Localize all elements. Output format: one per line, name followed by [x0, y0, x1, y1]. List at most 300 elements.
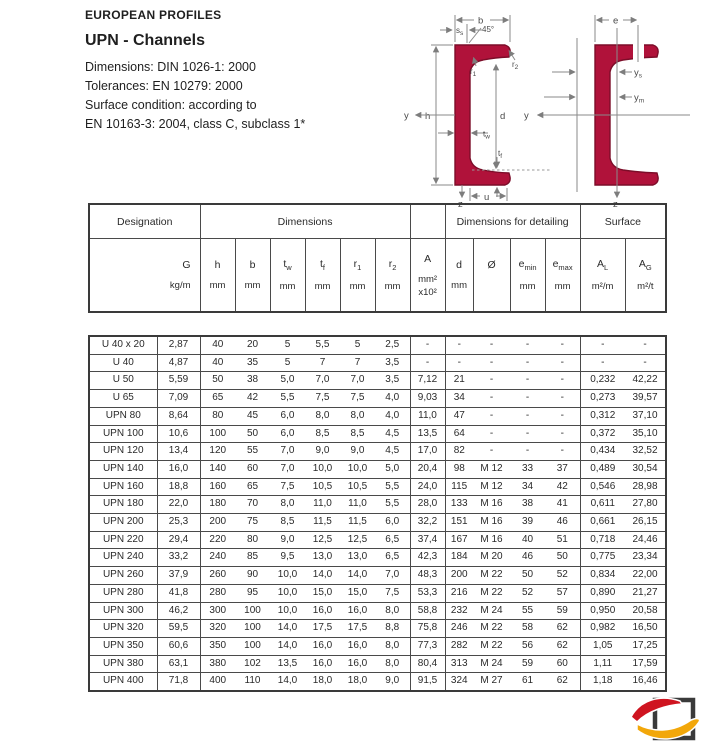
meta-line: EN 10163-3: 2004, class C, subclass 1* — [85, 117, 306, 131]
value-cell: 38 — [510, 496, 545, 514]
value-cell: 45 — [235, 407, 270, 425]
value-cell: 11,5 — [340, 514, 375, 532]
value-cell: 324 — [445, 673, 473, 691]
value-cell: 8,0 — [270, 496, 305, 514]
value-cell: 8,5 — [305, 425, 340, 443]
value-cell: 7,0 — [375, 567, 410, 585]
value-cell: 40 — [200, 354, 235, 372]
designation-cell: UPN 320 — [89, 620, 157, 638]
column-header: $t_f$ mm — [305, 239, 340, 313]
value-cell: 75 — [235, 514, 270, 532]
value-cell: 7,0 — [270, 460, 305, 478]
value-cell: 260 — [200, 567, 235, 585]
value-cell: 90 — [235, 567, 270, 585]
value-cell: 39,57 — [625, 390, 666, 408]
value-cell: 47 — [445, 407, 473, 425]
value-cell: - — [580, 354, 625, 372]
value-cell: 17,5 — [340, 620, 375, 638]
value-cell: 33 — [510, 460, 545, 478]
table-row — [89, 460, 666, 478]
dim-label-r2: $r_2$ — [512, 60, 519, 71]
value-cell: 12,5 — [340, 531, 375, 549]
column-header: G kg/m — [89, 239, 200, 313]
value-cell: 41,8 — [157, 584, 200, 602]
table-row — [89, 478, 666, 496]
value-cell: 380 — [200, 655, 235, 673]
value-cell: 2,87 — [157, 336, 200, 354]
value-cell: 246 — [445, 620, 473, 638]
value-cell: - — [510, 354, 545, 372]
table-row — [89, 336, 666, 354]
value-cell: 8,5 — [270, 514, 305, 532]
value-cell: 57 — [545, 584, 580, 602]
designation-cell: UPN 200 — [89, 514, 157, 532]
value-cell: 11,0 — [305, 496, 340, 514]
designation-cell: UPN 220 — [89, 531, 157, 549]
table-row — [89, 637, 666, 655]
value-cell: - — [510, 443, 545, 461]
value-cell: 10,6 — [157, 425, 200, 443]
value-cell: 21,27 — [625, 584, 666, 602]
value-cell: 80 — [200, 407, 235, 425]
column-header: $e_{min}$ mm — [510, 239, 545, 313]
value-cell: 37,4 — [410, 531, 445, 549]
value-cell: 77,3 — [410, 637, 445, 655]
value-cell: M 16 — [473, 514, 510, 532]
value-cell: 280 — [200, 584, 235, 602]
value-cell: 11,5 — [305, 514, 340, 532]
value-cell: 8,5 — [340, 425, 375, 443]
value-cell: 16,0 — [305, 602, 340, 620]
value-cell: 320 — [200, 620, 235, 638]
value-cell: 18,0 — [305, 673, 340, 691]
value-cell: - — [489, 339, 494, 350]
designation-cell: UPN 180 — [89, 496, 157, 514]
designation-cell: UPN 100 — [89, 425, 157, 443]
value-cell: 200 — [200, 514, 235, 532]
value-cell: 6,0 — [270, 407, 305, 425]
value-cell: 8,0 — [305, 407, 340, 425]
value-cell: 4,5 — [375, 443, 410, 461]
table-row — [89, 425, 666, 443]
value-cell: - — [545, 425, 580, 443]
value-cell: 55 — [510, 602, 545, 620]
designation-cell: U 40 — [89, 354, 157, 372]
value-cell: - — [410, 354, 445, 372]
value-cell: 95 — [235, 584, 270, 602]
value-cell: 240 — [200, 549, 235, 567]
column-header: $e_{max}$ mm — [545, 239, 580, 313]
value-cell: 62 — [545, 620, 580, 638]
value-cell: 18,8 — [157, 478, 200, 496]
value-cell: - — [473, 443, 510, 461]
value-cell: 16,0 — [340, 602, 375, 620]
value-cell: 9,0 — [375, 673, 410, 691]
value-cell: 5,59 — [157, 372, 200, 390]
value-cell: 8,64 — [157, 407, 200, 425]
value-cell: - — [510, 407, 545, 425]
value-cell: 6,0 — [375, 514, 410, 532]
value-cell: - — [473, 407, 510, 425]
value-cell: 34 — [510, 478, 545, 496]
value-cell: 0,834 — [580, 567, 625, 585]
designation-cell: UPN 260 — [89, 567, 157, 585]
value-cell: 46 — [545, 514, 580, 532]
value-cell: - — [545, 354, 580, 372]
value-cell: 3,5 — [375, 354, 410, 372]
value-cell: 17,5 — [305, 620, 340, 638]
designation-cell: UPN 140 — [89, 460, 157, 478]
value-cell: 42,3 — [410, 549, 445, 567]
value-cell: - — [473, 354, 510, 372]
column-header: $r_2$ mm — [375, 239, 410, 313]
value-cell: 20,58 — [625, 602, 666, 620]
value-cell: 14,0 — [270, 637, 305, 655]
value-cell: 0,232 — [580, 372, 625, 390]
value-cell: - — [473, 372, 510, 390]
column-header: b mm — [235, 239, 270, 313]
page-title: UPN - Channels — [85, 32, 206, 49]
value-cell: - — [625, 354, 666, 372]
value-cell: - — [473, 425, 510, 443]
brand-logo-icon — [628, 692, 704, 748]
column-group-header: Dimensions for detailing — [445, 204, 580, 239]
dim-label-d: d — [500, 111, 506, 122]
value-cell: 28,98 — [625, 478, 666, 496]
designation-cell: UPN 160 — [89, 478, 157, 496]
value-cell: 0,611 — [580, 496, 625, 514]
value-cell: 4,0 — [375, 390, 410, 408]
dim-label-b: b — [478, 15, 484, 27]
value-cell: 5,5 — [375, 496, 410, 514]
dim-label-h: h — [425, 111, 431, 122]
profiles-table — [88, 335, 667, 692]
meta-line: Surface condition: according to — [85, 98, 257, 112]
value-cell: 0,661 — [580, 514, 625, 532]
value-cell: 58,8 — [410, 602, 445, 620]
value-cell: 56 — [510, 637, 545, 655]
column-group-header: Surface — [580, 204, 666, 239]
value-cell: 17,25 — [625, 637, 666, 655]
value-cell: 20,4 — [410, 460, 445, 478]
value-cell: 85 — [235, 549, 270, 567]
value-cell: 10,0 — [340, 460, 375, 478]
value-cell: 5,0 — [270, 372, 305, 390]
value-cell: 5 — [354, 339, 361, 350]
value-cell: 6,0 — [270, 425, 305, 443]
value-cell: 0,434 — [580, 443, 625, 461]
value-cell: 0,372 — [580, 425, 625, 443]
dim-label-45deg: 45° — [482, 25, 495, 34]
value-cell: 6,5 — [375, 531, 410, 549]
value-cell: M 12 — [473, 460, 510, 478]
designation-cell: UPN 350 — [89, 637, 157, 655]
value-cell: 8,0 — [375, 655, 410, 673]
value-cell: 9,03 — [410, 390, 445, 408]
value-cell: 55 — [235, 443, 270, 461]
value-cell: 14,0 — [270, 673, 305, 691]
table-row — [89, 673, 666, 691]
value-cell: 100 — [235, 637, 270, 655]
value-cell: 50 — [545, 549, 580, 567]
value-cell: 35,10 — [625, 425, 666, 443]
value-cell: 5 — [284, 339, 291, 350]
value-cell: 39 — [510, 514, 545, 532]
value-cell: 11,0 — [340, 496, 375, 514]
value-cell: 42,22 — [625, 372, 666, 390]
value-cell: 7,0 — [270, 443, 305, 461]
value-cell: 200 — [445, 567, 473, 585]
value-cell: 102 — [235, 655, 270, 673]
value-cell: 1,11 — [580, 655, 625, 673]
value-cell: - — [545, 407, 580, 425]
value-cell: 70 — [235, 496, 270, 514]
value-cell: 3,5 — [375, 372, 410, 390]
dim-label-tw: $t_w$ — [483, 129, 490, 141]
value-cell: 60,6 — [157, 637, 200, 655]
meta-line: Tolerances: EN 10279: 2000 — [85, 79, 243, 93]
table-row — [89, 602, 666, 620]
value-cell: M 24 — [473, 655, 510, 673]
value-cell: 41 — [545, 496, 580, 514]
value-cell: 15,0 — [340, 584, 375, 602]
value-cell: 9,0 — [340, 443, 375, 461]
value-cell: 46 — [510, 549, 545, 567]
value-cell: 0,489 — [580, 460, 625, 478]
value-cell: 100 — [235, 620, 270, 638]
value-cell: - — [545, 390, 580, 408]
value-cell: 22,00 — [625, 567, 666, 585]
value-cell: 32,52 — [625, 443, 666, 461]
value-cell: 9,0 — [305, 443, 340, 461]
value-cell: 62 — [545, 637, 580, 655]
value-cell: 37 — [545, 460, 580, 478]
value-cell: 60 — [235, 460, 270, 478]
value-cell: 110 — [235, 673, 270, 691]
value-cell: 282 — [445, 637, 473, 655]
value-cell: 5 — [270, 354, 305, 372]
dim-label-ss: $s_s$ — [456, 26, 464, 37]
value-cell: 8,0 — [375, 637, 410, 655]
value-cell: - — [525, 339, 530, 350]
value-cell: 167 — [445, 531, 473, 549]
channel-side-diagram — [524, 15, 690, 208]
value-cell: 42 — [545, 478, 580, 496]
value-cell: 80 — [235, 531, 270, 549]
value-cell: - — [445, 336, 473, 354]
value-cell: 7,5 — [305, 390, 340, 408]
value-cell: 5,0 — [375, 460, 410, 478]
value-cell: 17,59 — [625, 655, 666, 673]
channel-section-diagrams — [400, 0, 707, 208]
value-cell: 37,9 — [157, 567, 200, 585]
table-row — [89, 655, 666, 673]
value-cell: M 22 — [473, 584, 510, 602]
value-cell: M 27 — [473, 673, 510, 691]
table-row — [89, 496, 666, 514]
table-row — [89, 514, 666, 532]
value-cell: 100 — [200, 425, 235, 443]
value-cell: 0,718 — [580, 531, 625, 549]
column-header: h mm — [200, 239, 235, 313]
dim-label-ys: $y_s$ — [634, 67, 642, 80]
value-cell: 61 — [510, 673, 545, 691]
value-cell: M 24 — [473, 602, 510, 620]
value-cell: 13,0 — [305, 549, 340, 567]
value-cell: 62 — [545, 673, 580, 691]
value-cell: 16,0 — [305, 655, 340, 673]
value-cell: M 16 — [473, 531, 510, 549]
value-cell: 6,5 — [375, 549, 410, 567]
value-cell: 216 — [445, 584, 473, 602]
value-cell: 12,5 — [305, 531, 340, 549]
value-cell: 23,34 — [625, 549, 666, 567]
designation-cell: U 65 — [89, 390, 157, 408]
value-cell: 0,312 — [580, 407, 625, 425]
value-cell: 1,18 — [580, 673, 625, 691]
column-header: $A_G$ m²/t — [625, 239, 666, 313]
axis-label-y: y — [524, 110, 529, 122]
value-cell: 5,5 — [375, 478, 410, 496]
value-cell: 26,15 — [625, 514, 666, 532]
value-cell: 2,5 — [385, 339, 400, 350]
value-cell: 16,0 — [340, 655, 375, 673]
value-cell: 16,0 — [340, 637, 375, 655]
column-header: $r_1$ mm — [340, 239, 375, 313]
table-row — [89, 531, 666, 549]
value-cell: 30,54 — [625, 460, 666, 478]
value-cell: 59,5 — [157, 620, 200, 638]
value-cell: 14,0 — [340, 567, 375, 585]
value-cell: 0,950 — [580, 602, 625, 620]
value-cell: M 12 — [473, 478, 510, 496]
value-cell: 10,5 — [340, 478, 375, 496]
value-cell: 51 — [545, 531, 580, 549]
value-cell: 140 — [200, 460, 235, 478]
value-cell: 120 — [200, 443, 235, 461]
table-row — [89, 354, 666, 372]
value-cell: 350 — [200, 637, 235, 655]
value-cell: 16,0 — [157, 460, 200, 478]
value-cell: 50 — [235, 425, 270, 443]
value-cell: 40 — [510, 531, 545, 549]
value-cell: 13,5 — [270, 655, 305, 673]
value-cell: 82 — [445, 443, 473, 461]
value-cell: 75,8 — [410, 620, 445, 638]
value-cell: - — [473, 390, 510, 408]
value-cell: 53,3 — [410, 584, 445, 602]
column-header: $A_L$ m²/m — [580, 239, 625, 313]
designation-cell: UPN 380 — [89, 655, 157, 673]
value-cell: - — [410, 336, 445, 354]
profiles-table-header — [88, 203, 667, 313]
value-cell: 37,10 — [625, 407, 666, 425]
value-cell: 65 — [200, 390, 235, 408]
value-cell: - — [445, 354, 473, 372]
value-cell: 60 — [545, 655, 580, 673]
designation-cell: UPN 80 — [89, 407, 157, 425]
value-cell: 16,0 — [305, 637, 340, 655]
value-cell: 13,4 — [157, 443, 200, 461]
value-cell: 4,87 — [157, 354, 200, 372]
series-kicker: EUROPEAN PROFILES — [85, 8, 222, 22]
value-cell: 17,0 — [410, 443, 445, 461]
axis-label-z: z — [613, 199, 618, 208]
value-cell: 232 — [445, 602, 473, 620]
column-header: $t_w$ mm — [270, 239, 305, 313]
value-cell: 7,0 — [340, 372, 375, 390]
dim-label-e: e — [613, 15, 619, 27]
value-cell: 46,2 — [157, 602, 200, 620]
value-cell: M 22 — [473, 620, 510, 638]
table-row — [89, 390, 666, 408]
value-cell: 16,50 — [625, 620, 666, 638]
column-group-header: Designation — [89, 204, 200, 239]
value-cell: 14,0 — [270, 620, 305, 638]
value-cell: 52 — [510, 584, 545, 602]
designation-cell: U 50 — [89, 372, 157, 390]
value-cell: 4,0 — [375, 407, 410, 425]
value-cell: 42 — [235, 390, 270, 408]
value-cell: - — [580, 336, 625, 354]
value-cell: 10,0 — [305, 460, 340, 478]
column-header-row — [89, 239, 666, 313]
table-row — [89, 443, 666, 461]
value-cell: 50 — [510, 567, 545, 585]
value-cell: M 22 — [473, 567, 510, 585]
value-cell: 21 — [445, 372, 473, 390]
value-cell: 5,5 — [270, 390, 305, 408]
value-cell: 7,09 — [157, 390, 200, 408]
designation-cell: UPN 300 — [89, 602, 157, 620]
value-cell: 98 — [445, 460, 473, 478]
value-cell: M 20 — [473, 549, 510, 567]
value-cell: 8,8 — [375, 620, 410, 638]
value-cell: 220 — [200, 531, 235, 549]
value-cell: 13,0 — [340, 549, 375, 567]
designation-cell: UPN 120 — [89, 443, 157, 461]
designation-cell: UPN 240 — [89, 549, 157, 567]
value-cell: 100 — [235, 602, 270, 620]
table-row — [89, 372, 666, 390]
dim-label-u: u — [484, 192, 490, 203]
value-cell: 52 — [545, 567, 580, 585]
value-cell: 133 — [445, 496, 473, 514]
value-cell: 40 — [200, 336, 235, 354]
value-cell: 91,5 — [410, 673, 445, 691]
value-cell: 1,05 — [580, 637, 625, 655]
value-cell: 18,0 — [340, 673, 375, 691]
value-cell: 7,0 — [305, 372, 340, 390]
value-cell: - — [510, 372, 545, 390]
value-cell: 7 — [340, 354, 375, 372]
designation-cell: UPN 400 — [89, 673, 157, 691]
value-cell: 10,0 — [270, 584, 305, 602]
value-cell: 13,5 — [410, 425, 445, 443]
value-cell: 0,982 — [580, 620, 625, 638]
value-cell: 10,0 — [270, 567, 305, 585]
value-cell: 64 — [445, 425, 473, 443]
value-cell: 59 — [545, 602, 580, 620]
value-cell: 10,5 — [305, 478, 340, 496]
axis-label-y: y — [404, 110, 409, 122]
value-cell: 63,1 — [157, 655, 200, 673]
value-cell: - — [510, 390, 545, 408]
table-row — [89, 549, 666, 567]
column-group-header: Dimensions — [200, 204, 410, 239]
value-cell: 15,0 — [305, 584, 340, 602]
value-cell: - — [510, 425, 545, 443]
